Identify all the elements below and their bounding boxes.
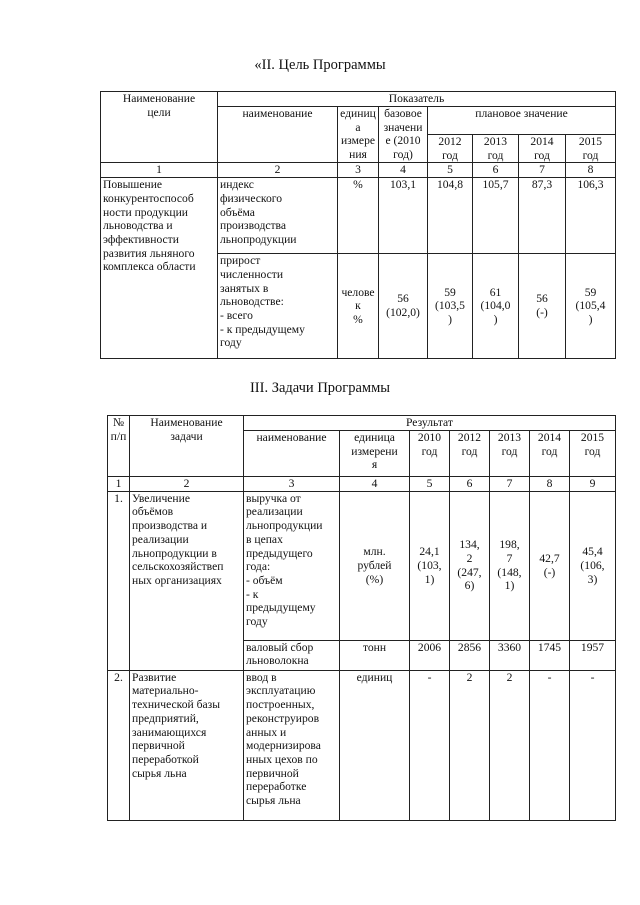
header-year-2015: 2015 год — [570, 431, 616, 477]
column-number: 6 — [473, 163, 519, 178]
result-2015: 1957 — [570, 640, 616, 670]
result-2010: 2006 — [410, 640, 450, 670]
result-2012: 2856 — [450, 640, 490, 670]
result-2014: 42,7 (-) — [530, 491, 570, 640]
table-row — [101, 178, 616, 254]
column-number: 1 — [101, 163, 218, 178]
header-indicator-name: наименование — [218, 107, 338, 163]
column-number: 4 — [340, 477, 410, 492]
goal-table — [100, 91, 616, 359]
indicator-2015: 106,3 — [566, 178, 616, 254]
column-number: 7 — [490, 477, 530, 492]
indicator-name: прирост численности занятых в льноводстве: - всего - к предыдущему году — [218, 254, 338, 359]
header-year-2014: 2014 год — [519, 135, 566, 163]
indicator-2013: 105,7 — [473, 178, 519, 254]
column-number: 8 — [566, 163, 616, 178]
column-number: 5 — [410, 477, 450, 492]
header-year-2010: 2010 год — [410, 431, 450, 477]
header-year-2012: 2012 год — [428, 135, 473, 163]
column-number: 2 — [218, 163, 338, 178]
header-year-2015: 2015 год — [566, 135, 616, 163]
header-indicator: Показатель — [218, 92, 616, 107]
indicator-unit: % — [338, 178, 379, 254]
column-number: 3 — [338, 163, 379, 178]
result-unit: тонн — [340, 640, 410, 670]
header-result: Результат — [244, 416, 616, 431]
result-2012: 2 — [450, 670, 490, 820]
indicator-base-value: 56 (102,0) — [379, 254, 428, 359]
header-year-2012: 2012 год — [450, 431, 490, 477]
result-2013: 3360 — [490, 640, 530, 670]
column-number: 8 — [530, 477, 570, 492]
header-year-2014: 2014 год — [530, 431, 570, 477]
indicator-2015: 59 (105,4 ) — [566, 254, 616, 359]
indicator-2014: 56 (-) — [519, 254, 566, 359]
table-row — [108, 670, 616, 820]
task-number: 1. — [108, 491, 130, 670]
column-number: 7 — [519, 163, 566, 178]
header-unit: единица измерени я — [340, 431, 410, 477]
task-name: Развитие материально- технической базы предприятий, занимающихся первичной переработкой сырья льна — [130, 670, 244, 820]
indicator-2012: 59 (103,5 ) — [428, 254, 473, 359]
column-number: 5 — [428, 163, 473, 178]
column-number: 6 — [450, 477, 490, 492]
header-number: № п/п — [108, 416, 130, 477]
result-unit: единиц — [340, 670, 410, 820]
result-name: валовый сбор льноволокна — [244, 640, 340, 670]
header-year-2013: 2013 год — [490, 431, 530, 477]
header-result-name: наименование — [244, 431, 340, 477]
result-2014: - — [530, 670, 570, 820]
result-2013: 198, 7 (148, 1) — [490, 491, 530, 640]
column-number: 9 — [570, 477, 616, 492]
header-base-value: базовое значени е (2010 год) — [379, 107, 428, 163]
result-name: выручка от реализации льнопродукции в цепах предыдущего года: - объём - к предыдущему году — [244, 491, 340, 640]
header-year-2013: 2013 год — [473, 135, 519, 163]
indicator-name: индекс физического объёма производства льнопродукции — [218, 178, 338, 254]
task-name: Увеличение объёмов производства и реализации льнопродукции в сельскохозяйствеп ных организациях — [130, 491, 244, 670]
column-number: 3 — [244, 477, 340, 492]
result-2010: - — [410, 670, 450, 820]
column-number: 4 — [379, 163, 428, 178]
column-number: 2 — [130, 477, 244, 492]
result-name: ввод в эксплуатацию построенных, реконструиров анных и модернизирова нных цехов по первичной переработке сырья льна — [244, 670, 340, 820]
result-2012: 134, 2 (247, 6) — [450, 491, 490, 640]
indicator-2012: 104,8 — [428, 178, 473, 254]
result-2013: 2 — [490, 670, 530, 820]
column-number: 1 — [108, 477, 130, 492]
header-goal-name: Наименование цели — [101, 92, 218, 163]
result-unit: млн. рублей (%) — [340, 491, 410, 640]
result-2014: 1745 — [530, 640, 570, 670]
indicator-unit: челове к % — [338, 254, 379, 359]
section-3-title: III. Задачи Программы — [249, 380, 391, 396]
indicator-base-value: 103,1 — [379, 178, 428, 254]
header-task-name: Наименование задачи — [130, 416, 244, 477]
indicator-2013: 61 (104,0 ) — [473, 254, 519, 359]
goal-name: Повышение конкурентоспособ ности продукции льноводства и эффективности развития льняного комплекса области — [101, 178, 218, 359]
task-number: 2. — [108, 670, 130, 820]
table-row — [108, 491, 616, 640]
result-2010: 24,1 (103, 1) — [410, 491, 450, 640]
result-2015: 45,4 (106, 3) — [570, 491, 616, 640]
indicator-2014: 87,3 — [519, 178, 566, 254]
header-unit: единиц а измере ния — [338, 107, 379, 163]
result-2015: - — [570, 670, 616, 820]
section-2-title: «II. Цель Программы — [254, 57, 386, 73]
header-planned-value: плановое значение — [428, 107, 616, 135]
tasks-table — [107, 415, 616, 821]
